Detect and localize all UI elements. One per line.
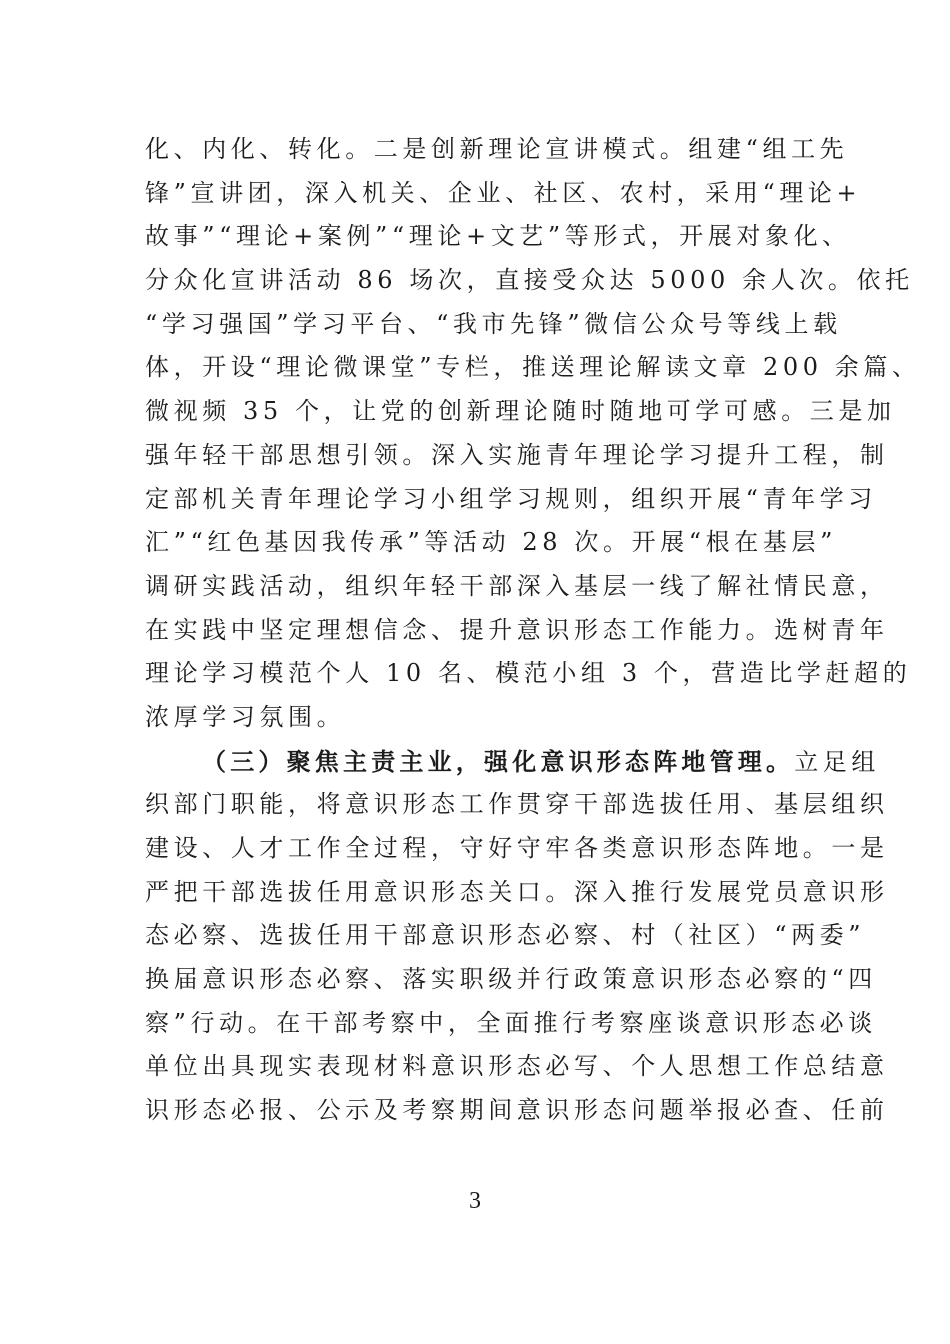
text-line: 化、内化、转化。二是创新理论宣讲模式。组建“组工先 [145, 135, 849, 163]
text-line: 浓厚学习氛围。 [145, 702, 346, 731]
text-line: 汇”“红色基因我传承”等活动 28 次。开展“根在基层” [145, 528, 837, 557]
text-line: 微视频 35 个，让党的创新理论随时随地可学可感。三是加 [145, 397, 896, 426]
section-heading: （三）聚焦主责主业，强化意识形态阵地管理。 [202, 746, 795, 776]
text-line: 故事”“理论+案例”“理论+文艺”等形式，开展对象化、 [145, 222, 851, 251]
text-line: 严把干部选拔任用意识形态关口。深入推行发展党员意识形 [145, 877, 889, 906]
text-line: 分众化宣讲活动 86 场次，直接受众达 5000 余人次。依托 [145, 266, 914, 295]
text-line: 建设、人才工作全过程，守好守牢各类意识形态阵地。一是 [145, 834, 889, 862]
section-heading-line [145, 740, 881, 784]
text-line: 织部门职能，将意识形态工作贯穿干部选拔任用、基层组织 [145, 790, 889, 819]
text-line: 单位出具现实表现材料意识形态必写、个人思想工作总结意 [145, 1052, 889, 1081]
text-line: 识形态必报、公示及考察期间意识形态问题举报必查、任前 [145, 1096, 889, 1125]
text-line: 锋”宣讲团，深入机关、企业、社区、农村，采用“理论+ [145, 178, 862, 207]
text-line: 调研实践活动，组织年轻干部深入基层一线了解社情民意， [145, 571, 889, 600]
text-line: 理论学习模范个人 10 名、模范小组 3 个，营造比学赶超的 [145, 659, 912, 688]
text-line: 换届意识形态必察、落实职级并行政策意识形态必察的“四 [145, 965, 877, 994]
text-line: 强年轻干部思想引领。深入实施青年理论学习提升工程，制 [145, 440, 889, 469]
text-line: 态必察、选拔任用干部意识形态必察、村（社区）“两委” [145, 921, 866, 950]
text-line: “学习强国”学习平台、“我市先锋”微信公众号等线上载 [145, 309, 842, 338]
text-line: 在实践中坚定理想信念、提升意识形态工作能力。选树青年 [145, 615, 889, 644]
text-line: 定部机关青年理论学习小组学习规则，组织开展“青年学习 [145, 484, 877, 513]
text-line: 体，开设“理论微课堂”专栏，推送理论解读文章 200 余篇、 [145, 353, 921, 382]
section-heading-continuation: 立足组 [794, 747, 881, 776]
page-number: 3 [469, 1188, 481, 1214]
body-text [145, 128, 921, 1133]
text-line: 察”行动。在干部考察中，全面推行考察座谈意识形态必谈 [145, 1008, 877, 1037]
